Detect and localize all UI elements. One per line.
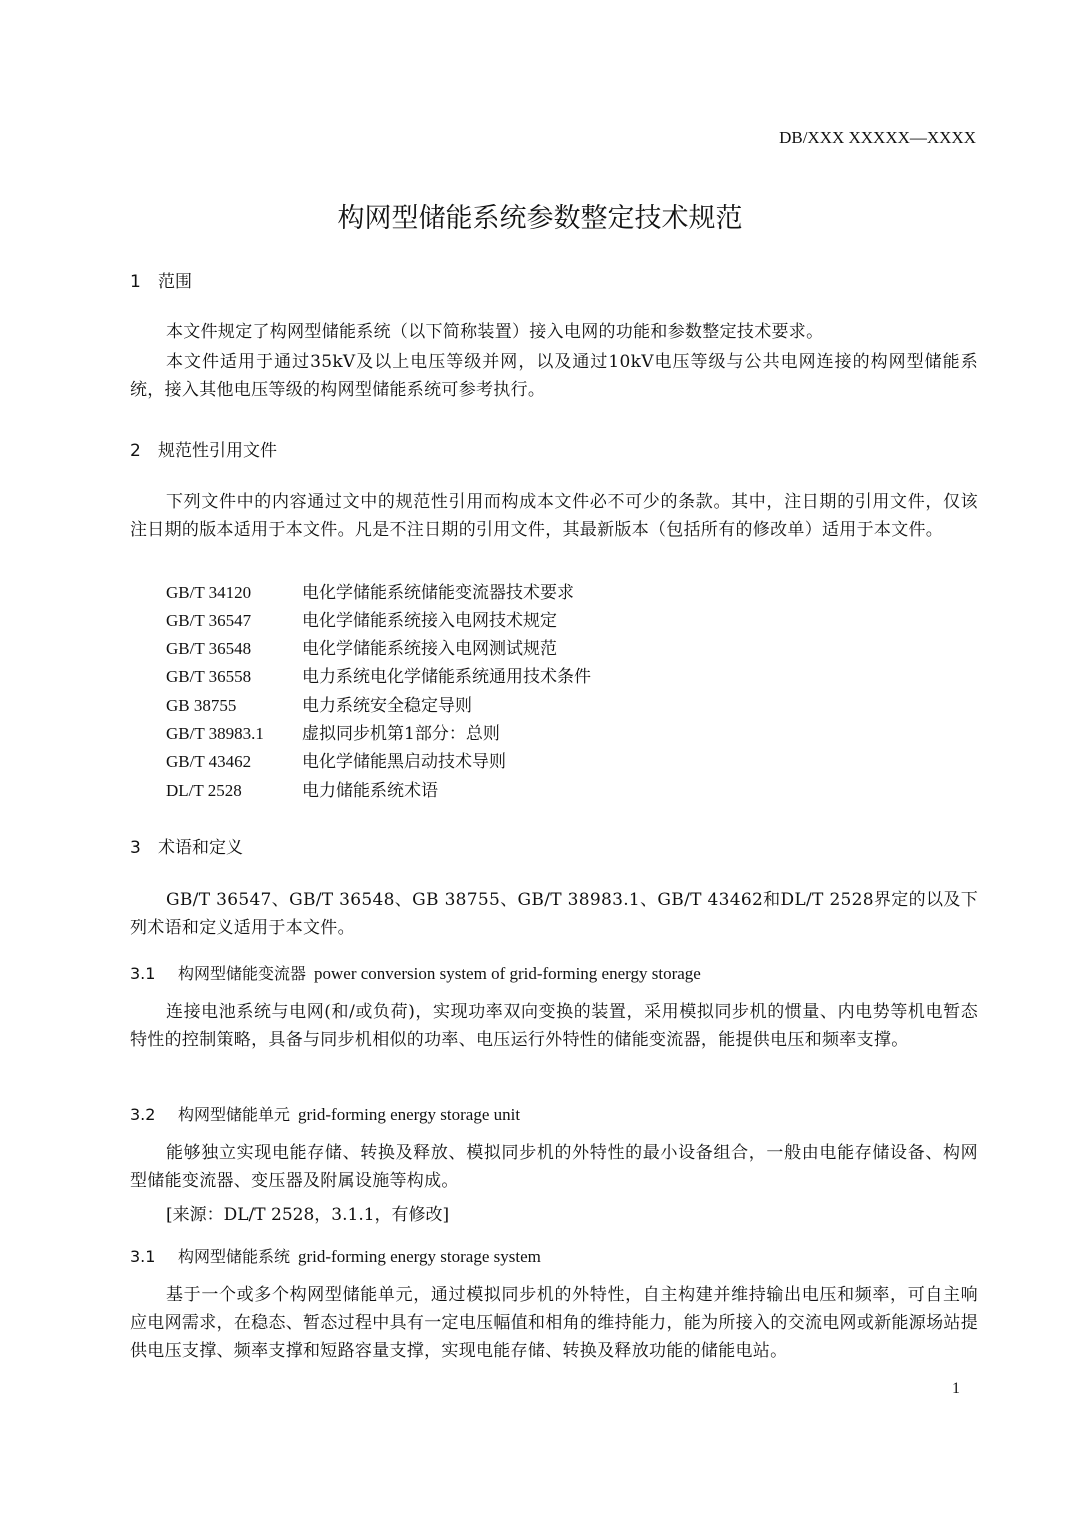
reference-title: 电化学储能系统接入电网测试规范 <box>302 639 557 659</box>
section-heading-terms-and-definitions <box>130 833 243 858</box>
term-english: power conversion system of grid-forming energy storage <box>314 964 701 983</box>
term-number: 3.2 <box>130 1105 156 1124</box>
reference-title: 电力储能系统术语 <box>302 781 438 801</box>
reference-item <box>166 747 506 772</box>
reference-title: 电化学储能系统储能变流器技术要求 <box>302 583 574 603</box>
page-number: 1 <box>952 1380 960 1397</box>
reference-code: GB 38755 <box>166 696 237 715</box>
term-title: 构网型储能系统 <box>178 1247 291 1266</box>
term-english: grid-forming energy storage unit <box>298 1105 521 1124</box>
document-title: 构网型储能系统参数整定技术规范 <box>337 203 743 234</box>
term-definition: 基于一个或多个构网型储能单元，通过模拟同步机的外特性，自主构建并维持输出电压和频率，可自主响应电网需求，在稳态、暂态过程中具有一定电压幅值和相角的维持能力，能为所接入的交流电网或新能源场站提供电压支撑、频率支撑和短路容量支撑，实现电能存储、转换及释放功能的储能电站。 <box>130 1285 978 1361</box>
term-title: 构网型储能单元 <box>178 1105 291 1124</box>
paragraph: 本文件适用于通过35kV及以上电压等级并网，以及通过10kV电压等级与公共电网连接的构网型储能系统，接入其他电压等级的构网型储能系统可参考执行。 <box>130 352 978 400</box>
reference-item <box>166 606 557 631</box>
reference-title: 虚拟同步机第1部分：总则 <box>302 724 500 744</box>
reference-title: 电化学储能系统接入电网技术规定 <box>302 611 557 631</box>
reference-title: 电化学储能黑启动技术导则 <box>302 752 506 772</box>
term-title: 构网型储能变流器 <box>178 964 307 983</box>
section-number: 1 <box>130 272 141 292</box>
reference-code: GB/T 36548 <box>166 639 252 658</box>
reference-title: 电力系统安全稳定导则 <box>302 696 472 716</box>
reference-item <box>166 578 574 603</box>
section-number: 2 <box>130 441 141 461</box>
reference-item <box>166 719 500 744</box>
reference-code: GB/T 43462 <box>166 752 252 771</box>
term-english: grid-forming energy storage system <box>298 1247 541 1266</box>
term-heading <box>130 961 701 984</box>
section-title: 术语和定义 <box>158 838 243 858</box>
reference-code: GB/T 38983.1 <box>166 724 264 743</box>
term-number: 3.1 <box>130 1247 156 1266</box>
reference-code: DL/T 2528 <box>166 781 242 800</box>
reference-code: GB/T 34120 <box>166 583 252 602</box>
reference-item <box>166 776 438 801</box>
term-definition: 能够独立实现电能存储、转换及释放、模拟同步机的外特性的最小设备组合，一般由电能存储设备、构网型储能变流器、变压器及附属设施等构成。 <box>130 1143 978 1191</box>
reference-item <box>166 691 472 716</box>
reference-code: GB/T 36558 <box>166 667 252 686</box>
section-title: 规范性引用文件 <box>158 441 277 461</box>
term-heading <box>130 1244 541 1267</box>
section-heading-normative-references <box>130 436 277 461</box>
section-number: 3 <box>130 838 141 858</box>
term-number: 3.1 <box>130 964 156 983</box>
document-code: DB/XXX XXXXX—XXXX <box>779 128 976 147</box>
paragraph: GB/T 36547、GB/T 36548、GB 38755、GB/T 38983.1、GB/T 43462和DL/T 2528界定的以及下列术语和定义适用于本文件。 <box>130 890 978 938</box>
paragraph: 下列文件中的内容通过文中的规范性引用而构成本文件必不可少的条款。其中，注日期的引用文件，仅该注日期的版本适用于本文件。凡是不注日期的引用文件，其最新版本（包括所有的修改单）适用于本文件。 <box>130 492 978 540</box>
reference-item <box>166 634 557 659</box>
section-heading-scope <box>130 267 192 292</box>
paragraph: 本文件规定了构网型储能系统（以下简称装置）接入电网的功能和参数整定技术要求。 <box>166 322 824 342</box>
reference-title: 电力系统电化学储能系统通用技术条件 <box>302 667 591 687</box>
reference-item <box>166 662 591 687</box>
term-source: [来源：DL/T 2528，3.1.1，有修改] <box>166 1205 450 1225</box>
reference-code: GB/T 36547 <box>166 611 252 630</box>
term-definition: 连接电池系统与电网(和/或负荷)，实现功率双向变换的装置，采用模拟同步机的惯量、内电势等机电暂态特性的控制策略，具备与同步机相似的功率、电压运行外特性的储能变流器，能提供电压和频率支撑。 <box>130 1002 978 1050</box>
term-heading <box>130 1102 520 1125</box>
section-title: 范围 <box>158 272 192 292</box>
